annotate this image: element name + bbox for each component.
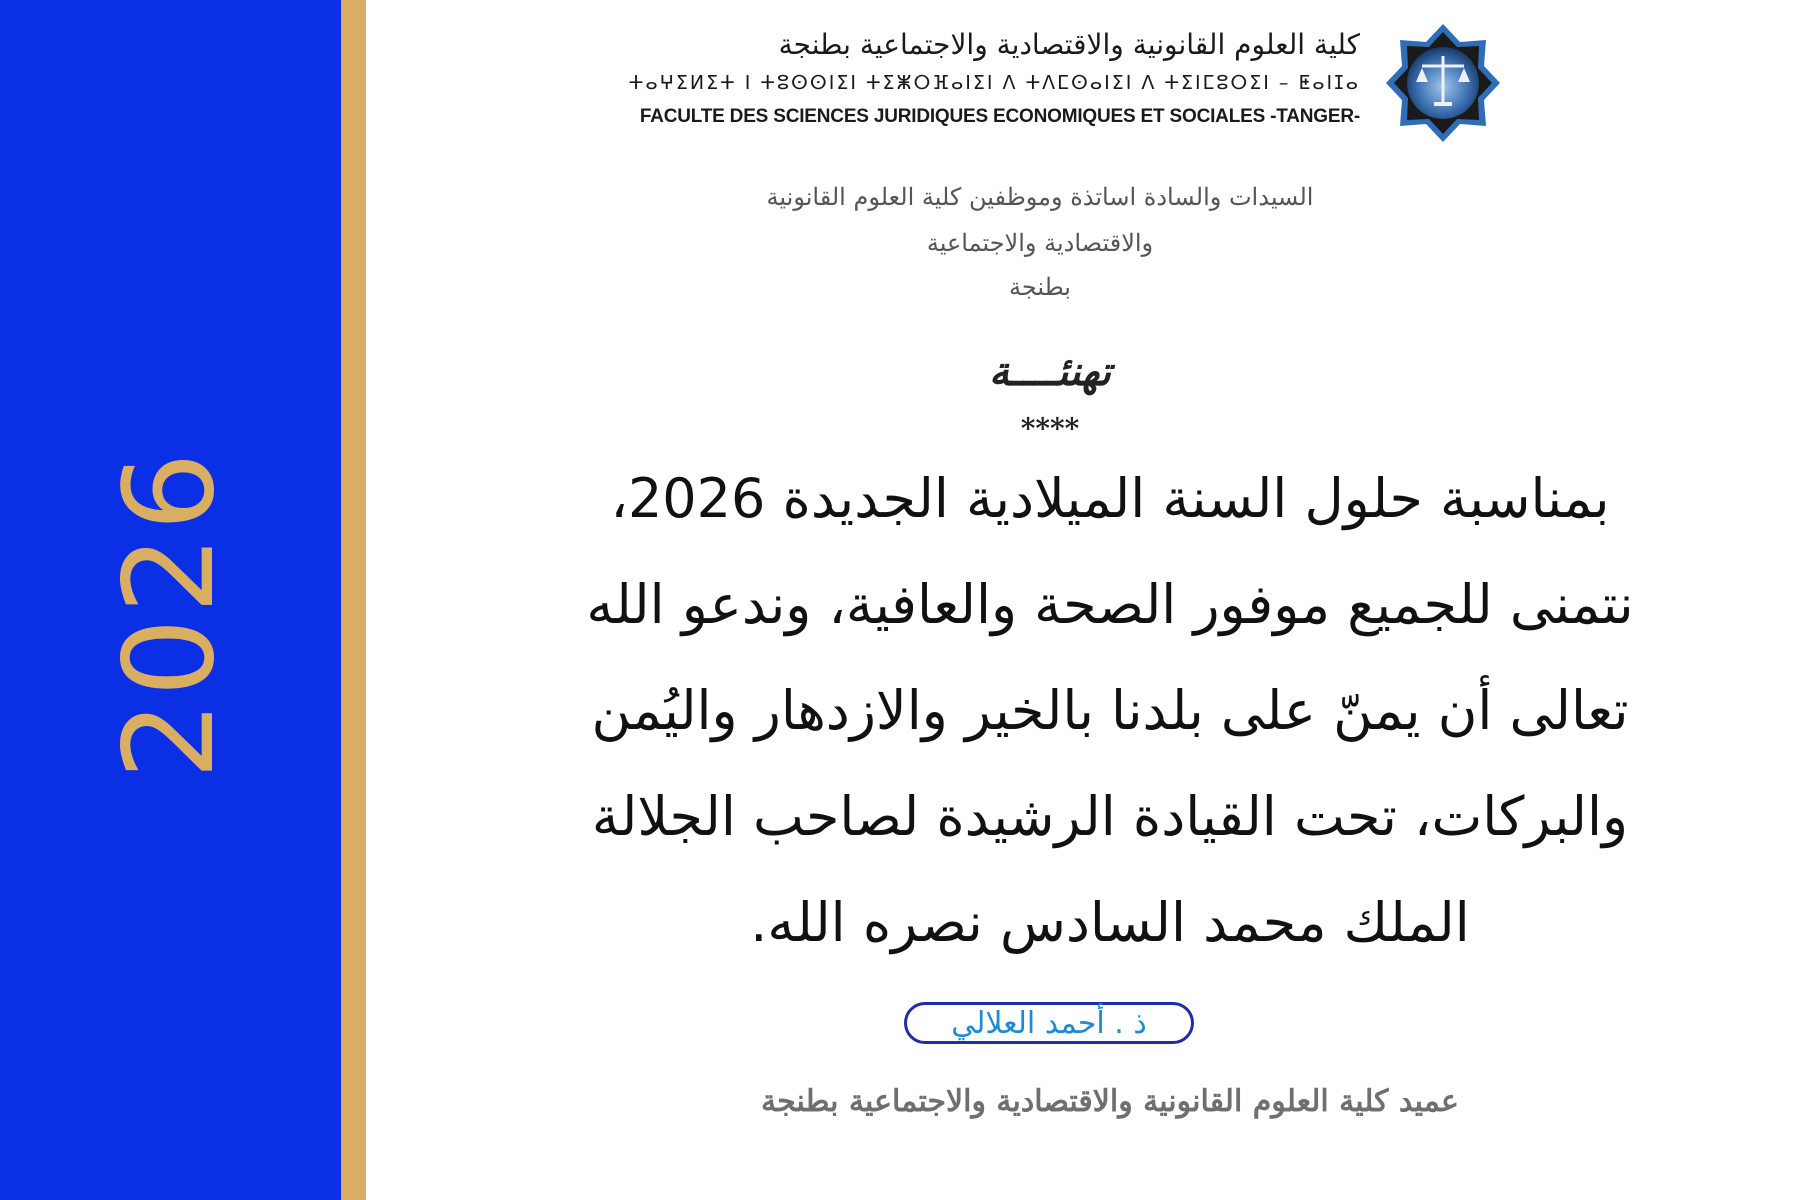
message-line: تعالى أن يمنّ على بلدنا بالخير والازدهار واليُمن: [591, 679, 1629, 742]
signatory-title: عميد كلية العلوم القانونية والاقتصادية والاجتماعية بطنجة: [761, 1084, 1459, 1119]
year-label: 2026: [98, 448, 242, 780]
signatory-badge: [904, 1002, 1194, 1044]
scales-of-justice-emblem-icon: [1382, 20, 1504, 146]
gold-divider-stripe: [341, 0, 366, 1200]
recipients-line-2: والاقتصادية والاجتماعية: [926, 229, 1154, 257]
year-sidebar: [0, 0, 341, 1200]
recipients-line-1: السيدات والسادة اساتذة وموظفين كلية العلوم القانونية: [766, 183, 1314, 211]
greeting-heading: تهنئــــة: [988, 348, 1112, 395]
faculty-name-arabic: كلية العلوم القانونية والاقتصادية والاجتماعية بطنجة: [778, 28, 1360, 61]
heading-stars: ****: [1020, 412, 1080, 445]
message-line: نتمنى للجميع موفور الصحة والعافية، وندعو الله: [586, 573, 1634, 636]
faculty-name-tifinagh: ⵜⴰⵖⵉⵍⵉⵜ ⵏ ⵜⵓⵙⵙⵏⵉⵏ ⵜⵉⵥⵔⴼⴰⵏⵉⵏ ⴷ ⵜⴷⵎⵙⴰⵏⵉⵏ ⴷ ⵜⵉⵏⵎⵓⵔⵉⵏ – ⵟⴰⵏⵊⴰ: [628, 72, 1360, 94]
message-line: الملك محمد السادس نصره الله.: [750, 891, 1470, 954]
greeting-message: [460, 446, 1760, 976]
message-line: بمناسبة حلول السنة الميلادية الجديدة 2026،: [610, 467, 1610, 530]
recipients-line-3: بطنجة: [1009, 273, 1071, 301]
message-line: والبركات، تحت القيادة الرشيدة لصاحب الجلالة: [591, 785, 1629, 848]
faculty-name-french: FACULTE DES SCIENCES JURIDIQUES ECONOMIQUES ET SOCIALES -TANGER-: [639, 106, 1360, 127]
signatory-name: ذ . أحمد العلالي: [951, 1005, 1147, 1041]
